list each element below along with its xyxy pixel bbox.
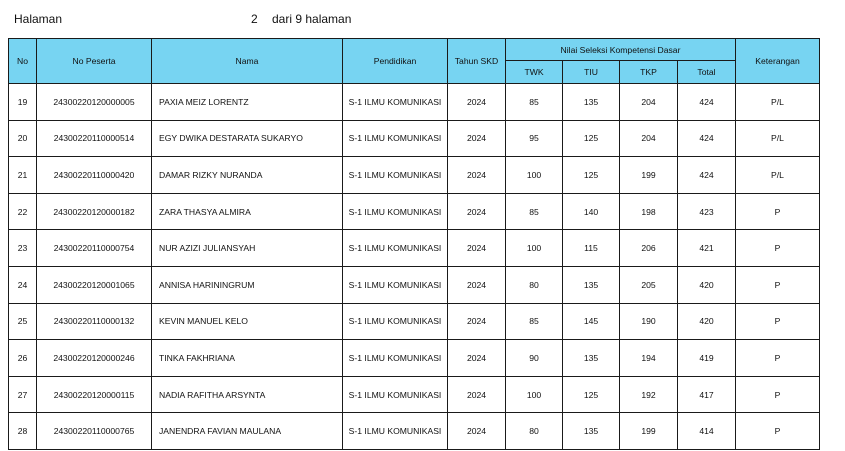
cell-tahun: 2024 (448, 230, 506, 267)
cell-pendidikan: S-1 ILMU KOMUNIKASI (343, 340, 448, 377)
cell-total: 414 (678, 413, 736, 450)
cell-total: 417 (678, 376, 736, 413)
cell-twk: 85 (506, 193, 563, 230)
cell-no-peserta: 24300220110000420 (37, 157, 152, 194)
cell-nama: JANENDRA FAVIAN MAULANA (152, 413, 343, 450)
table-body (9, 84, 820, 450)
cell-tiu: 145 (563, 303, 620, 340)
cell-no-peserta: 24300220120000005 (37, 84, 152, 121)
cell-tiu: 135 (563, 413, 620, 450)
cell-twk: 90 (506, 340, 563, 377)
cell-pendidikan: S-1 ILMU KOMUNIKASI (343, 413, 448, 450)
cell-tiu: 115 (563, 230, 620, 267)
cell-no: 27 (9, 376, 37, 413)
table-row (9, 303, 820, 340)
cell-no: 25 (9, 303, 37, 340)
cell-no-peserta: 24300220110000754 (37, 230, 152, 267)
col-header-no-peserta: No Peserta (37, 39, 152, 84)
cell-pendidikan: S-1 ILMU KOMUNIKASI (343, 84, 448, 121)
table-row (9, 230, 820, 267)
cell-twk: 95 (506, 120, 563, 157)
cell-no-peserta: 24300220120001065 (37, 266, 152, 303)
cell-keterangan: P/L (736, 84, 820, 121)
cell-pendidikan: S-1 ILMU KOMUNIKASI (343, 120, 448, 157)
cell-no: 22 (9, 193, 37, 230)
cell-no: 24 (9, 266, 37, 303)
table-row (9, 376, 820, 413)
table-row (9, 193, 820, 230)
results-table (8, 38, 820, 450)
cell-pendidikan: S-1 ILMU KOMUNIKASI (343, 266, 448, 303)
cell-no: 21 (9, 157, 37, 194)
cell-twk: 100 (506, 376, 563, 413)
cell-tkp: 204 (620, 84, 678, 121)
cell-tahun: 2024 (448, 157, 506, 194)
cell-tiu: 135 (563, 266, 620, 303)
col-header-pendidikan: Pendidikan (343, 39, 448, 84)
page-label: Halaman (14, 12, 63, 26)
cell-total: 424 (678, 157, 736, 194)
cell-tahun: 2024 (448, 376, 506, 413)
cell-no: 20 (9, 120, 37, 157)
cell-tkp: 204 (620, 120, 678, 157)
cell-tahun: 2024 (448, 413, 506, 450)
cell-nama: ZARA THASYA ALMIRA (152, 193, 343, 230)
cell-nama: PAXIA MEIZ LORENTZ (152, 84, 343, 121)
cell-tkp: 198 (620, 193, 678, 230)
col-header-no: No (9, 39, 37, 84)
cell-nama: EGY DWIKA DESTARATA SUKARYO (152, 120, 343, 157)
cell-tiu: 125 (563, 157, 620, 194)
col-header-total: Total (678, 61, 736, 84)
cell-tahun: 2024 (448, 303, 506, 340)
cell-tkp: 199 (620, 413, 678, 450)
cell-twk: 80 (506, 266, 563, 303)
cell-tkp: 192 (620, 376, 678, 413)
cell-tahun: 2024 (448, 340, 506, 377)
cell-keterangan: P (736, 193, 820, 230)
cell-twk: 85 (506, 84, 563, 121)
table-row (9, 340, 820, 377)
page-total: dari 9 halaman (272, 12, 352, 26)
cell-no-peserta: 24300220110000765 (37, 413, 152, 450)
cell-tkp: 194 (620, 340, 678, 377)
cell-no: 28 (9, 413, 37, 450)
cell-tahun: 2024 (448, 84, 506, 121)
cell-keterangan: P/L (736, 157, 820, 194)
col-header-tiu: TIU (563, 61, 620, 84)
cell-tiu: 135 (563, 340, 620, 377)
cell-total: 420 (678, 303, 736, 340)
table-row (9, 266, 820, 303)
cell-twk: 100 (506, 230, 563, 267)
cell-no-peserta: 24300220120000246 (37, 340, 152, 377)
cell-pendidikan: S-1 ILMU KOMUNIKASI (343, 193, 448, 230)
table-row (9, 120, 820, 157)
cell-total: 419 (678, 340, 736, 377)
col-header-tkp: TKP (620, 61, 678, 84)
cell-keterangan: P/L (736, 120, 820, 157)
cell-tahun: 2024 (448, 120, 506, 157)
cell-twk: 80 (506, 413, 563, 450)
cell-pendidikan: S-1 ILMU KOMUNIKASI (343, 157, 448, 194)
cell-total: 424 (678, 84, 736, 121)
cell-tiu: 125 (563, 120, 620, 157)
cell-tkp: 190 (620, 303, 678, 340)
cell-tkp: 199 (620, 157, 678, 194)
cell-twk: 85 (506, 303, 563, 340)
cell-tiu: 135 (563, 84, 620, 121)
cell-tkp: 205 (620, 266, 678, 303)
cell-nama: TINKA FAKHRIANA (152, 340, 343, 377)
cell-pendidikan: S-1 ILMU KOMUNIKASI (343, 303, 448, 340)
cell-pendidikan: S-1 ILMU KOMUNIKASI (343, 230, 448, 267)
cell-keterangan: P (736, 340, 820, 377)
cell-keterangan: P (736, 303, 820, 340)
cell-tkp: 206 (620, 230, 678, 267)
cell-no-peserta: 24300220120000115 (37, 376, 152, 413)
table-row (9, 413, 820, 450)
page-header (14, 12, 834, 30)
table-header (9, 39, 820, 84)
cell-nama: NUR AZIZI JULIANSYAH (152, 230, 343, 267)
cell-nama: ANNISA HARININGRUM (152, 266, 343, 303)
cell-no: 23 (9, 230, 37, 267)
col-header-tahun-skd: Tahun SKD (448, 39, 506, 84)
cell-total: 420 (678, 266, 736, 303)
cell-nama: DAMAR RIZKY NURANDA (152, 157, 343, 194)
cell-nama: KEVIN MANUEL KELO (152, 303, 343, 340)
cell-total: 424 (678, 120, 736, 157)
cell-no: 19 (9, 84, 37, 121)
cell-twk: 100 (506, 157, 563, 194)
cell-total: 423 (678, 193, 736, 230)
col-header-keterangan: Keterangan (736, 39, 820, 84)
cell-total: 421 (678, 230, 736, 267)
cell-tahun: 2024 (448, 266, 506, 303)
cell-keterangan: P (736, 413, 820, 450)
cell-no-peserta: 24300220120000182 (37, 193, 152, 230)
cell-keterangan: P (736, 230, 820, 267)
cell-tiu: 125 (563, 376, 620, 413)
cell-keterangan: P (736, 376, 820, 413)
table-row (9, 84, 820, 121)
cell-tahun: 2024 (448, 193, 506, 230)
col-header-nama: Nama (152, 39, 343, 84)
cell-keterangan: P (736, 266, 820, 303)
table-row (9, 157, 820, 194)
page-number: 2 (251, 12, 258, 26)
cell-nama: NADIA RAFITHA ARSYNTA (152, 376, 343, 413)
col-header-twk: TWK (506, 61, 563, 84)
cell-no-peserta: 24300220110000514 (37, 120, 152, 157)
cell-pendidikan: S-1 ILMU KOMUNIKASI (343, 376, 448, 413)
cell-no: 26 (9, 340, 37, 377)
cell-no-peserta: 24300220110000132 (37, 303, 152, 340)
col-header-nilai-group: Nilai Seleksi Kompetensi Dasar (506, 39, 736, 61)
cell-tiu: 140 (563, 193, 620, 230)
